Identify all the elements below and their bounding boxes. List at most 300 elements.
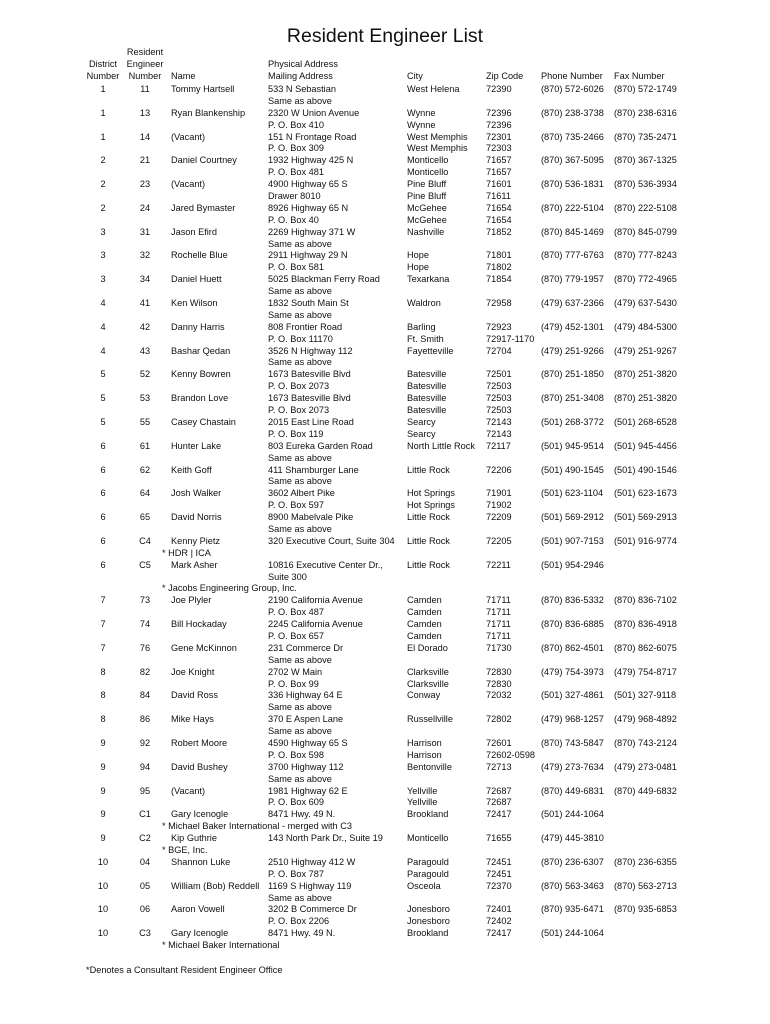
fax-number: (479) 484-5300 [614, 321, 677, 332]
address-line: 3602 Albert Pike [268, 488, 335, 499]
engineer-name: Kenny Bowren [171, 369, 231, 380]
resident-engineer-number: 73 [139, 595, 151, 606]
fax-number: (479) 251-9267 [614, 345, 677, 356]
zip-code: 72713 [486, 761, 512, 772]
zip-code: 72503 [486, 393, 512, 404]
zip-code: 72917-1170 [486, 333, 535, 344]
district-number: 10 [97, 928, 109, 939]
fax-number: (501) 490-1546 [614, 464, 677, 475]
table-row [0, 714, 770, 738]
city: McGehee [407, 202, 447, 213]
table-row [0, 465, 770, 489]
engineer-name: (Vacant) [171, 179, 206, 190]
address-line: P. O. Box 598 [268, 749, 325, 760]
fax-number: (501) 945-4456 [614, 440, 677, 451]
city: El Dorado [407, 642, 448, 653]
zip-code: 72396 [486, 119, 512, 130]
fax-number: (870) 449-6832 [614, 785, 677, 796]
table-row [0, 203, 770, 227]
address-line: 411 Shamburger Lane [268, 464, 359, 475]
resident-engineer-number: 31 [139, 226, 151, 237]
fax-number: (870) 236-6355 [614, 856, 677, 867]
resident-engineer-number: 95 [139, 785, 151, 796]
resident-engineer-number: 34 [139, 274, 151, 285]
city: Waldron [407, 298, 441, 309]
zip-code: 72032 [486, 690, 512, 701]
address-line: 2015 East Line Road [268, 416, 354, 427]
address-line: Drawer 8010 [268, 191, 321, 202]
district-number: 3 [100, 250, 106, 261]
zip-code: 71711 [486, 630, 511, 641]
zip-code: 72401 [486, 904, 512, 915]
phone-number: (501) 490-1545 [541, 464, 604, 475]
zip-code: 72211 [486, 559, 511, 570]
fax-number: (501) 623-1673 [614, 488, 677, 499]
address-line: 803 Eureka Garden Road [268, 440, 373, 451]
zip-code: 72704 [486, 345, 512, 356]
city: Nashville [407, 226, 445, 237]
phone-number: (479) 273-7634 [541, 761, 604, 772]
city: Batesville [407, 393, 447, 404]
fax-number: (870) 772-4965 [614, 274, 677, 285]
engineer-name: Brandon Love [171, 393, 229, 404]
table-row [0, 84, 770, 108]
zip-code: 72206 [486, 464, 512, 475]
city: Camden [407, 630, 442, 641]
resident-engineer-number: 43 [139, 345, 151, 356]
address-line: Same as above [268, 309, 332, 320]
table-row [0, 393, 770, 417]
district-number: 5 [100, 416, 106, 427]
zip-code: 71802 [486, 262, 512, 273]
table-row [0, 619, 770, 643]
zip-code: 72205 [486, 535, 512, 546]
engineer-name: Ryan Blankenship [171, 107, 246, 118]
phone-number: (870) 449-6831 [541, 785, 604, 796]
city: Ft. Smith [407, 333, 444, 344]
zip-code: 71601 [486, 179, 512, 190]
engineer-name: David Norris [171, 512, 222, 523]
resident-engineer-number: 86 [139, 714, 151, 725]
city: Harrison [407, 749, 442, 760]
city: West Helena [407, 84, 460, 94]
phone-number: (870) 222-5104 [541, 202, 604, 213]
engineer-name: Shannon Luke [171, 856, 231, 867]
city: Little Rock [407, 535, 450, 546]
phone-number: (870) 238-3738 [541, 107, 604, 118]
city: Paragould [407, 868, 449, 879]
phone-number: (501) 327-4861 [541, 690, 604, 701]
engineer-name: Mike Hays [171, 714, 214, 725]
resident-engineer-number: 76 [139, 642, 151, 653]
phone-number: (479) 968-1257 [541, 714, 604, 725]
engineer-name: Gary Icenogle [171, 928, 229, 939]
resident-engineer-number: 55 [139, 416, 151, 427]
engineer-name: Robert Moore [171, 737, 228, 748]
phone-number: (870) 862-4501 [541, 642, 604, 653]
district-number: 5 [100, 369, 106, 380]
city: Jonesboro [407, 916, 450, 927]
fax-number: (501) 916-9774 [614, 535, 677, 546]
fax-number: (479) 273-0481 [614, 761, 677, 772]
phone-number: (870) 572-6026 [541, 84, 604, 94]
address-line: 808 Frontier Road [268, 321, 343, 332]
phone-number: (870) 836-6885 [541, 619, 604, 630]
resident-engineer-number: 32 [139, 250, 151, 261]
resident-engineer-number: 61 [139, 440, 151, 451]
consultant-note: * HDR | ICA [162, 547, 211, 558]
address-line: Same as above [268, 523, 332, 534]
fax-number: (501) 327-9118 [614, 690, 677, 701]
district-number: 7 [100, 595, 106, 606]
district-number: 9 [100, 809, 106, 820]
city: Clarksville [407, 666, 449, 677]
address-line: P. O. Box 581 [268, 262, 325, 273]
address-line: 1673 Batesville Blvd [268, 393, 351, 404]
address-line: P. O. Box 11170 [268, 333, 333, 344]
table-row [0, 179, 770, 203]
zip-code: 72830 [486, 678, 512, 689]
table-row [0, 536, 770, 560]
fax-number: (870) 251-3820 [614, 369, 677, 380]
zip-code: 72117 [486, 440, 511, 451]
phone-number: (870) 563-3463 [541, 880, 604, 891]
fax-number: (870) 935-6853 [614, 904, 677, 915]
table-row [0, 298, 770, 322]
zip-code: 72301 [486, 131, 512, 142]
engineer-name: Kip Guthrie [171, 833, 217, 844]
address-line: 1932 Highway 425 N [268, 155, 354, 166]
district-number: 6 [100, 440, 106, 451]
header-resident-line1: Resident [126, 47, 164, 57]
phone-number: (501) 623-1104 [541, 488, 604, 499]
district-number: 6 [100, 559, 106, 570]
phone-number: (870) 779-1957 [541, 274, 604, 285]
address-line: 143 North Park Dr., Suite 19 [268, 833, 383, 844]
address-line: Same as above [268, 726, 332, 737]
table-row [0, 928, 770, 952]
city: Brookland [407, 809, 449, 820]
address-line: Same as above [268, 357, 332, 368]
city: Wynne [407, 107, 436, 118]
city: Osceola [407, 880, 441, 891]
address-line: Same as above [268, 773, 332, 784]
resident-engineer-number: C1 [139, 809, 151, 820]
table-row [0, 346, 770, 370]
district-number: 1 [100, 131, 106, 142]
district-number: 1 [100, 107, 106, 118]
resident-engineer-number: C3 [139, 928, 151, 939]
engineer-name: Tommy Hartsell [171, 84, 235, 94]
address-line: Same as above [268, 95, 332, 106]
city: West Memphis [407, 143, 468, 154]
city: Brookland [407, 928, 449, 939]
district-number: 4 [100, 321, 106, 332]
header-name: Name [171, 71, 196, 81]
city: Batesville [407, 381, 447, 392]
city: Conway [407, 690, 441, 701]
district-number: 6 [100, 464, 106, 475]
city: Jonesboro [407, 904, 450, 915]
resident-engineer-number: 05 [139, 880, 151, 891]
engineer-name: Gary Icenogle [171, 809, 229, 820]
city: West Memphis [407, 131, 468, 142]
phone-number: (870) 367-5095 [541, 155, 604, 166]
resident-engineer-number: C5 [139, 559, 151, 570]
engineer-name: Aaron Vowell [171, 904, 225, 915]
table-row [0, 417, 770, 441]
engineer-name: Joe Plyler [171, 595, 212, 606]
address-line: 2245 California Avenue [268, 619, 363, 630]
zip-code: 72143 [486, 416, 512, 427]
fax-number: (870) 777-8243 [614, 250, 677, 261]
header-resident [120, 46, 170, 82]
resident-engineer-number: 82 [139, 666, 151, 677]
address-line: P. O. Box 410 [268, 119, 325, 130]
engineer-name: Daniel Huett [171, 274, 222, 285]
zip-code: 71611 [486, 191, 511, 202]
address-line: Same as above [268, 238, 332, 249]
fax-number: (870) 572-1749 [614, 84, 677, 94]
address-line: P. O. Box 597 [268, 500, 325, 511]
table-row [0, 857, 770, 881]
address-line: 5025 Blackman Ferry Road [268, 274, 380, 285]
address-line: P. O. Box 2073 [268, 405, 330, 416]
resident-engineer-number: C2 [139, 833, 151, 844]
engineer-name: David Bushey [171, 761, 228, 772]
engineer-name: Gene McKinnon [171, 642, 237, 653]
table-row [0, 738, 770, 762]
table-row [0, 227, 770, 251]
district-number: 10 [97, 904, 109, 915]
fax-number: (870) 735-2471 [614, 131, 677, 142]
address-line: 1673 Batesville Blvd [268, 369, 351, 380]
address-line: P. O. Box 657 [268, 630, 325, 641]
address-line: 2190 California Avenue [268, 595, 363, 606]
zip-code: 71711 [486, 607, 511, 618]
city: Little Rock [407, 464, 450, 475]
address-line: 2510 Highway 412 W [268, 856, 356, 867]
fax-number: (870) 238-6316 [614, 107, 677, 118]
resident-engineer-number: 53 [139, 393, 151, 404]
zip-code: 72390 [486, 84, 512, 94]
fax-number: (870) 862-6075 [614, 642, 677, 653]
resident-engineer-number: 21 [139, 155, 151, 166]
zip-code: 71654 [486, 214, 512, 225]
fax-number: (479) 637-5430 [614, 298, 677, 309]
address-line: Same as above [268, 654, 332, 665]
zip-code: 72396 [486, 107, 512, 118]
zip-code: 72687 [486, 785, 512, 796]
city: North Little Rock [407, 440, 475, 451]
district-number: 2 [100, 202, 106, 213]
header-resident-line3: Number [128, 71, 162, 81]
table-row [0, 250, 770, 274]
table-row [0, 809, 770, 833]
resident-engineer-number: C4 [139, 535, 151, 546]
address-line: 1169 S Highway 119 [268, 880, 352, 891]
consultant-note: * Michael Baker International - merged with C3 [162, 821, 352, 832]
district-number: 9 [100, 761, 106, 772]
fax-number: (870) 836-4918 [614, 619, 677, 630]
address-line: 533 N Sebastian [268, 84, 336, 94]
city: Hope [407, 250, 429, 261]
district-number: 8 [100, 690, 106, 701]
city: Yellville [407, 797, 438, 808]
address-line: 3202 B Commerce Dr [268, 904, 357, 915]
table-row [0, 690, 770, 714]
phone-number: (501) 945-9514 [541, 440, 604, 451]
zip-code: 72830 [486, 666, 512, 677]
table-row [0, 322, 770, 346]
phone-number: (870) 536-1831 [541, 179, 604, 190]
table-row [0, 108, 770, 132]
address-line: 3700 Highway 112 [268, 761, 344, 772]
phone-number: (501) 268-3772 [541, 416, 604, 427]
table-row [0, 441, 770, 465]
city: Monticello [407, 833, 449, 844]
city: Russellville [407, 714, 453, 725]
table-row [0, 786, 770, 810]
engineer-name: Bashar Qedan [171, 345, 231, 356]
address-line: 151 N Frontage Road [268, 131, 357, 142]
page-title: Resident Engineer List [286, 25, 484, 47]
city: Pine Bluff [407, 179, 447, 190]
district-number: 9 [100, 785, 106, 796]
resident-engineer-number: 14 [139, 131, 151, 142]
city: Pine Bluff [407, 191, 447, 202]
district-number: 3 [100, 274, 106, 285]
city: Yellville [407, 785, 438, 796]
phone-number: (479) 251-9266 [541, 345, 604, 356]
phone-number: (479) 445-3810 [541, 833, 604, 844]
header-address-line2: Mailing Address [268, 71, 333, 81]
city: Barling [407, 321, 436, 332]
engineer-name: Rochelle Blue [171, 250, 228, 261]
resident-engineer-number: 65 [139, 512, 151, 523]
zip-code: 72923 [486, 321, 512, 332]
zip-code: 72958 [486, 298, 512, 309]
district-number: 8 [100, 714, 106, 725]
address-line: 320 Executive Court, Suite 304 [268, 535, 395, 546]
address-line: P. O. Box 787 [268, 868, 325, 879]
zip-code: 72417 [486, 928, 512, 939]
resident-engineer-number: 13 [139, 107, 151, 118]
zip-code: 72143 [486, 428, 512, 439]
table-row [0, 595, 770, 619]
address-line: P. O. Box 309 [268, 143, 325, 154]
consultant-note: * BGE, Inc. [162, 845, 208, 855]
address-line: 2269 Highway 371 W [268, 226, 356, 237]
district-number: 10 [97, 856, 109, 867]
city: Bentonville [407, 761, 452, 772]
header-fax: Fax Number [614, 71, 665, 81]
district-number: 6 [100, 512, 106, 523]
resident-engineer-number: 62 [139, 464, 151, 475]
phone-number: (479) 637-2366 [541, 298, 604, 309]
address-line: 8471 Hwy. 49 N. [268, 928, 336, 939]
phone-number: (501) 244-1064 [541, 809, 604, 820]
city: Camden [407, 595, 442, 606]
city: Hot Springs [407, 488, 456, 499]
address-line: 231 Commerce Dr [268, 642, 344, 653]
district-number: 7 [100, 619, 106, 630]
address-line: P. O. Box 99 [268, 678, 319, 689]
city: Hope [407, 262, 429, 273]
resident-engineer-number: 84 [139, 690, 151, 701]
phone-number: (501) 954-2946 [541, 559, 604, 570]
zip-code: 72503 [486, 381, 512, 392]
zip-code: 72601 [486, 737, 512, 748]
zip-code: 71902 [486, 500, 512, 511]
fax-number: (870) 251-3820 [614, 393, 677, 404]
fax-number: (870) 536-3934 [614, 179, 677, 190]
table-row [0, 762, 770, 786]
address-line: P. O. Box 481 [268, 167, 325, 178]
address-line: 4900 Highway 65 S [268, 179, 348, 190]
address-line: P. O. Box 2073 [268, 381, 330, 392]
city: Fayetteville [407, 345, 454, 356]
city: Hot Springs [407, 500, 456, 511]
district-number: 2 [100, 155, 106, 166]
table-row [0, 881, 770, 905]
table-row [0, 155, 770, 179]
resident-engineer-number: 74 [139, 619, 151, 630]
district-number: 8 [100, 666, 106, 677]
phone-number: (479) 754-3973 [541, 666, 604, 677]
district-number: 7 [100, 642, 106, 653]
engineer-name: Hunter Lake [171, 440, 222, 451]
phone-number: (870) 743-5847 [541, 737, 604, 748]
phone-number: (501) 569-2912 [541, 512, 604, 523]
engineer-name: Jason Efird [171, 226, 217, 237]
phone-number: (870) 236-6307 [541, 856, 604, 867]
address-line: 8926 Highway 65 N [268, 202, 349, 213]
address-line: P. O. Box 40 [268, 214, 319, 225]
engineer-name: Jared Bymaster [171, 202, 236, 213]
engineer-name: Mark Asher [171, 559, 218, 570]
district-number: 3 [100, 226, 106, 237]
city: Camden [407, 619, 442, 630]
resident-engineer-number: 06 [139, 904, 151, 915]
zip-code: 72501 [486, 369, 512, 380]
resident-engineer-number: 24 [139, 202, 151, 213]
engineer-name: Ken Wilson [171, 298, 218, 309]
city: McGehee [407, 214, 447, 225]
address-line: Same as above [268, 892, 332, 903]
phone-number: (870) 251-3408 [541, 393, 604, 404]
address-line: 2702 W Main [268, 666, 323, 677]
table-row [0, 369, 770, 393]
district-number: 6 [100, 535, 106, 546]
address-line: 4590 Highway 65 S [268, 737, 348, 748]
phone-number: (479) 452-1301 [541, 321, 604, 332]
zip-code: 72451 [486, 856, 512, 867]
engineer-name: Josh Walker [171, 488, 222, 499]
header-address-line1: Physical Address [268, 59, 338, 69]
city: Camden [407, 607, 442, 618]
fax-number: (870) 367-1325 [614, 155, 677, 166]
resident-engineer-number: 23 [139, 179, 151, 190]
zip-code: 72370 [486, 880, 512, 891]
district-number: 1 [100, 84, 106, 94]
header-district-line2: Number [86, 71, 120, 81]
header-city: City [407, 71, 423, 81]
city: Searcy [407, 428, 436, 439]
city: Wynne [407, 119, 436, 130]
city: Texarkana [407, 274, 450, 285]
fax-number: (870) 836-7102 [614, 595, 677, 606]
